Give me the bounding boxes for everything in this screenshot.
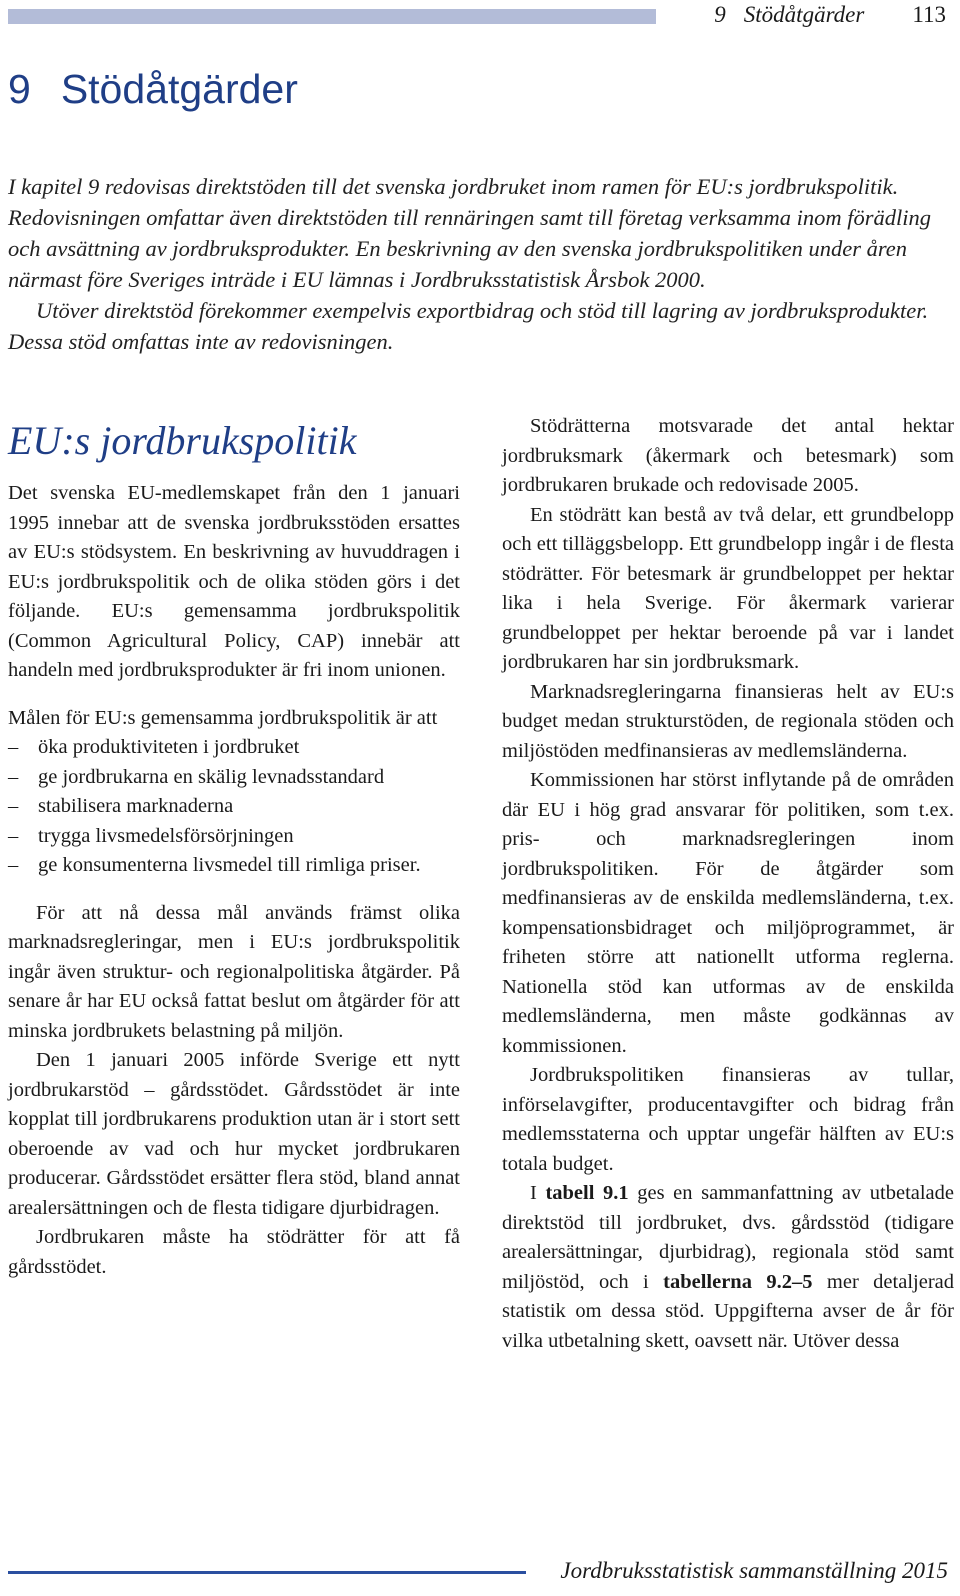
left-paragraph-3: Den 1 januari 2005 införde Sverige ett nytt jordbrukarstöd – gårdsstödet. Gårdsstödet är inte kopplat till jordbrukarens produktion utan är i stort sett oberoende av vad och hur mycket jordbrukaren producerar. Gårdsstödet ersätter flera stöd, bland annat arealersättningen och de flesta tidigare djurbidragen. bbox=[8, 1049, 460, 1219]
chapter-title-text: Stödåtgärder bbox=[60, 66, 298, 112]
dash-bullet: – bbox=[8, 765, 19, 788]
left-paragraph-4: Jordbrukaren måste ha stödrätter för att få gårdsstödet. bbox=[8, 1226, 460, 1278]
table-reference-9-2-5[interactable]: tabellerna 9.2–5 bbox=[663, 1270, 813, 1293]
goal-text: ge jordbrukarna en skälig levnadsstandard bbox=[38, 765, 385, 788]
intro-paragraph-1: I kapitel 9 redovisas direktstöden till det svenska jordbruket inom ramen för EU:s jordbrukspolitik. Redovisningen omfattar även direktstöden till rennäringen samt till företag verksamma inom förädling och avsättning av jordbruksprodukter. En beskrivning av den svenska jordbrukspolitiken under åren närmast före Sveriges inträde i EU lämnas i Jordbruksstatistisk Årsbok 2000. bbox=[8, 174, 932, 292]
right-paragraph-5: Jordbrukspolitiken finansieras av tullar, införselavgifter, producentavgifter och bidrag från medlemsstaterna och upptar ungefär hälften av EU:s totala budget. bbox=[502, 1064, 954, 1175]
dash-bullet: – bbox=[8, 736, 19, 758]
right-paragraph-3: Marknadsregleringarna finansieras helt av EU:s budget medan strukturstöden, de regionala stöden och miljöstöden medfinansieras av medlemsländerna. bbox=[502, 680, 954, 762]
dash-bullet: – bbox=[8, 854, 19, 876]
goal-text: ge konsumenterna livsmedel till rimliga priser. bbox=[38, 854, 421, 876]
goal-text: trygga livsmedelsförsörjningen bbox=[38, 824, 294, 847]
text-run: I bbox=[530, 1182, 546, 1204]
goal-text: öka produktiviteten i jordbruket bbox=[38, 736, 300, 758]
list-item bbox=[8, 822, 460, 852]
chapter-title bbox=[8, 66, 298, 113]
goals-list bbox=[8, 733, 460, 881]
footer-rule bbox=[8, 1571, 526, 1574]
text-run: mer detaljerad statistik om dessa stöd. Uppgifterna avser de år för vilka utbetalning skett, oavsett när. Utöver dessa bbox=[502, 1270, 954, 1352]
publication-title: Jordbruksstatistisk sammanställning 2015 bbox=[560, 1558, 948, 1583]
left-paragraph-1: Det svenska EU-medlemskapet från den 1 januari 1995 innebar att de svenska jordbruksstöden ersattes av EU:s stödsystem. En beskrivning av huvuddragen i EU:s jordbrukspolitik och de olika stöden görs i det följande. EU:s gemensamma jordbrukspolitik (Common Agricultural Policy, CAP) innebär att handeln med jordbruksprodukter är fri inom unionen. bbox=[8, 482, 460, 681]
left-column bbox=[8, 417, 460, 1282]
running-head bbox=[714, 2, 946, 28]
spacer bbox=[8, 881, 460, 899]
list-item bbox=[8, 851, 460, 881]
list-item bbox=[8, 792, 460, 822]
dash-bullet: – bbox=[8, 795, 19, 817]
chapter-intro bbox=[8, 171, 946, 357]
chapter-number: 9 bbox=[8, 66, 31, 112]
right-paragraph-6 bbox=[502, 1179, 954, 1356]
left-paragraph-2: För att nå dessa mål används främst olika marknadsregleringar, men i EU:s jordbrukspolitik ingår även struktur- och regionalpolitiska åtgärder. På senare år har EU också fattat beslut om åtgärder för att minska jordbrukets belastning på miljön. bbox=[8, 901, 460, 1042]
spacer bbox=[8, 686, 460, 704]
right-paragraph-4: Kommissionen har störst inflytande på de områden där EU i hög grad ansvarar för politiken, som t.ex. pris- och marknadsregleringen inom jordbrukspolitiken. För de åtgärder som medfinansieras av de enskilda medlemsländerna, t.ex. kompensationsbidraget och miljöprogrammet, är friheten större att nationellt utforma reglerna. Nationella stöd kan utformas av de enskilda medlemsländerna, men måste godkännas av kommissionen. bbox=[502, 769, 954, 1057]
text-run: ges en sammanfattning av utbetalade direktstöd till jordbruket, dvs. gårdsstöd (tidigare arealersättningar, djurbidrag), regionala stöd samt miljöstöd, och i bbox=[502, 1182, 955, 1293]
intro-paragraph-2: Utöver direktstöd förekommer exempelvis exportbidrag och stöd till lagring av jordbruksprodukter. Dessa stöd omfattas inte av redovisningen. bbox=[8, 298, 929, 354]
goals-intro: Målen för EU:s gemensamma jordbrukspolitik är att bbox=[8, 706, 438, 729]
page-number: 113 bbox=[912, 2, 946, 27]
running-head-chapter-number: 9 bbox=[714, 2, 726, 27]
running-head-chapter-title: Stödåtgärder bbox=[743, 2, 865, 27]
dash-bullet: – bbox=[8, 824, 19, 847]
list-item bbox=[8, 733, 460, 763]
right-paragraph-1: Stödrätterna motsvarade det antal hektar jordbruksmark (åkermark och betesmark) som jordbrukaren brukade och redovisade 2005. bbox=[502, 415, 954, 496]
goal-text: stabilisera marknaderna bbox=[38, 795, 234, 817]
list-item bbox=[8, 763, 460, 793]
section-heading: EU:s jordbrukspolitik bbox=[8, 418, 357, 463]
right-column bbox=[502, 412, 954, 1356]
header-bar bbox=[8, 9, 656, 24]
table-reference-9-1[interactable]: tabell 9.1 bbox=[545, 1182, 629, 1204]
right-paragraph-2: En stödrätt kan bestå av två delar, ett grundbelopp och ett tilläggsbelopp. Ett grundbelopp ingår i de flesta stödrätter. För betesmark är grundbeloppet per hektar lika i hela Sverige. För åkermark varierar grundbeloppet per hektar beroende på var i landet jordbrukaren har sin jordbruksmark. bbox=[502, 503, 954, 673]
